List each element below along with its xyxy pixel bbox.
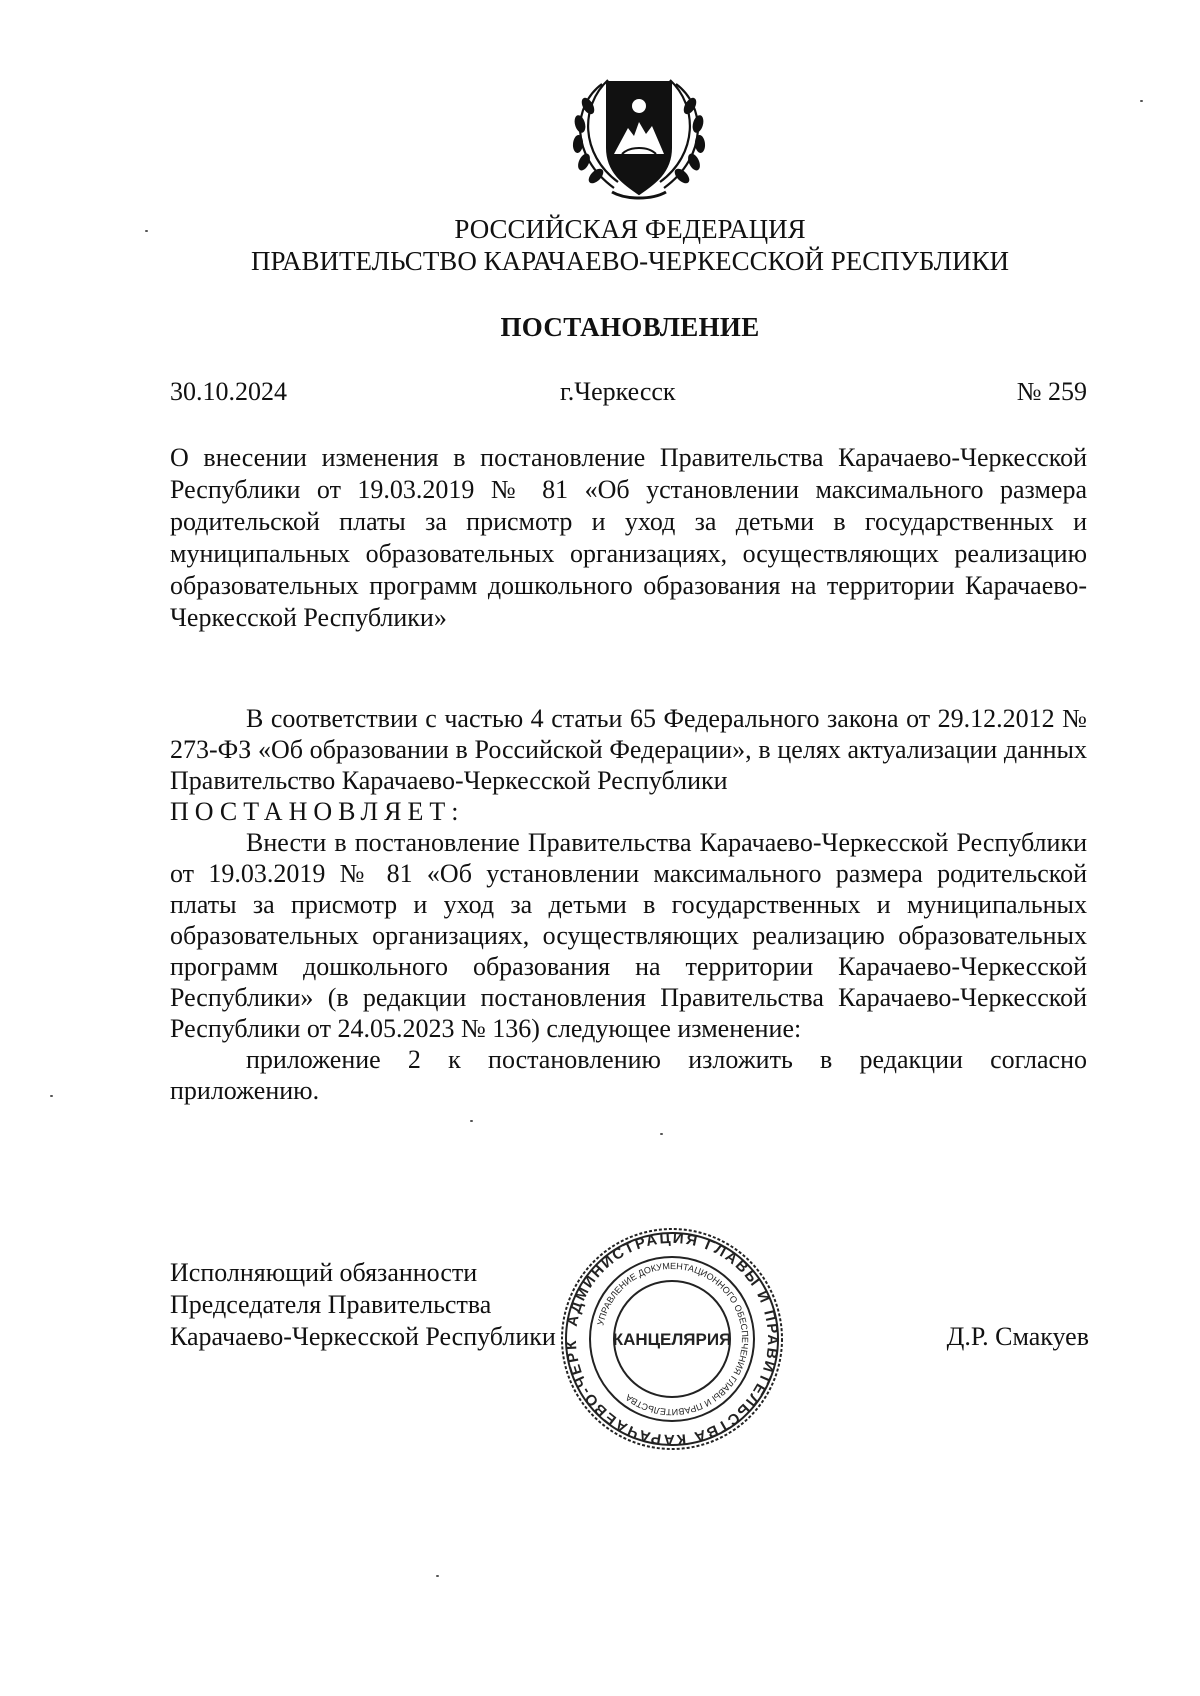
signer-name: Д.Р. Смакуев	[946, 1322, 1089, 1351]
svg-text:КАНЦЕЛЯРИЯ: КАНЦЕЛЯРИЯ	[612, 1330, 732, 1349]
signer-position-line-1: Исполняющий обязанности	[170, 1258, 478, 1287]
country-title: РОССИЙСКАЯ ФЕДЕРАЦИЯ	[454, 214, 806, 244]
signer-position-line-2: Председателя Правительства	[170, 1290, 492, 1319]
coat-of-arms-icon	[562, 66, 716, 206]
scan-speck	[660, 1133, 663, 1135]
body-paragraph-1: Внести в постановление Правительства Карачаево-Черкесской Республики от 19.03.2019 № 81 «Об установлении максимального размера родительской платы за присмотр и уход за детьми в государственных и муниципальных образовательных организациях, осуществляющих реализацию образовательных программ дошкольного образования на территории Карачаево-Черкесской Республики» (в редакции постановления Правительства Карачаево-Черкесской Республики от 24.05.2023 № 136) следующее изменение:	[170, 828, 1087, 1043]
official-seal-stamp	[556, 1225, 788, 1453]
decree-word: ПОСТАНОВЛЯЕТ:	[170, 797, 465, 826]
scan-speck	[1140, 100, 1143, 102]
scan-speck	[145, 230, 148, 232]
government-title: ПРАВИТЕЛЬСТВО КАРАЧАЕВО-ЧЕРКЕССКОЙ РЕСПУБЛИКИ	[250, 246, 1010, 276]
svg-text:АДМИНИСТРАЦИЯ ГЛАВЫ И ПРАВИТЕЛ: АДМИНИСТРАЦИЯ ГЛАВЫ И ПРАВИТЕЛЬСТВА КАРАЧАЕВО-ЧЕРК	[562, 1229, 782, 1449]
signer-position-line-3: Карачаево-Черкесской Республики	[170, 1322, 556, 1351]
document-date: 30.10.2024	[170, 377, 287, 406]
scan-speck	[436, 1575, 439, 1577]
document-body	[170, 703, 1087, 1106]
scan-speck	[50, 1095, 53, 1097]
document-number: № 259	[1016, 377, 1087, 406]
svg-text:УПРАВЛЕНИЕ ДОКУМЕНТАЦИОННОГО О: УПРАВЛЕНИЕ ДОКУМЕНТАЦИОННОГО ОБЕСПЕЧЕНИЯ ГЛАВЫ И ПРАВИТЕЛЬСТВА	[595, 1260, 751, 1418]
scan-speck	[470, 1120, 473, 1122]
body-paragraph-2: приложение 2 к постановлению изложить в редакции согласно приложению.	[170, 1045, 1087, 1105]
document-subject: О внесении изменения в постановление Правительства Карачаево-Черкесской Республики от 19.03.2019 № 81 «Об установлении максимального размера родительской платы за присмотр и уход за детьми в государственных и муниципальных образовательных организациях, осуществляющих реализацию образовательных программ дошкольного образования на территории Карачаево-Черкесской Республики»	[170, 443, 1087, 632]
document-city: г.Черкесск	[560, 377, 676, 406]
preamble-paragraph: В соответствии с частью 4 статьи 65 Федерального закона от 29.12.2012 № 273-ФЗ «Об образовании в Российской Федерации», в целях актуализации данных Правительство Карачаево-Черкесской Республики	[170, 704, 1087, 795]
document-type-title: ПОСТАНОВЛЕНИЕ	[500, 312, 760, 342]
signer-block	[170, 1257, 556, 1353]
